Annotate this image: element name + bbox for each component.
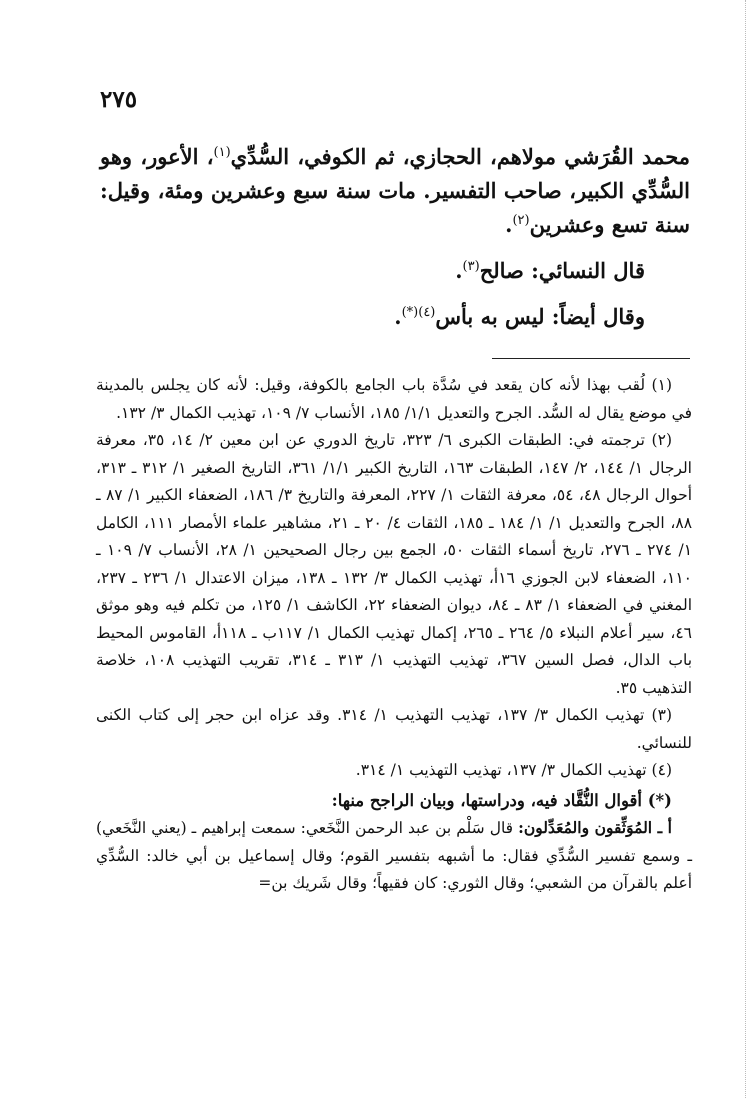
main-paragraph-1-end: .: [505, 212, 513, 237]
section-a: [96, 814, 692, 898]
footnote-ref-3[interactable]: (٣): [462, 259, 480, 274]
footnotes: [96, 372, 692, 898]
footnote-2: (٢) ترجمته في: الطبقات الكبرى ٦/ ٣٢٣، تاريخ الدوري عن ابن معين ٢/ ١٤، ٣٥، معرفة الرجال ١/ ١٤٤، ٢/ ١٤٧، الطبقات ١٦٣، التاريخ الكبير ١/١/ ٣٦١، التاريخ الصغير ١/ ٣١٢ ـ ٣١٣، أحوال الرجال ٤٨، ٥٤، معرفة الثقات ١/ ٢٢٧، المعرفة والتاريخ ٣/ ١٨٦، الضعفاء الكبير ١/ ٨٧ ـ ٨٨، الجرح والتعديل ١/ ١/ ١٨٤ ـ ١٨٥، الثقات ٤/ ٢٠ ـ ٢١، مشاهير علماء الأمصار ١١١، الكامل ١/ ٢٧٤ ـ ٢٧٦، تاريخ أسماء الثقات ٥٠، الجمع بين رجال الصحيحين ١/ ٢٨، الأنساب ٧/ ١٠٩ ـ ١١٠، الضعفاء لابن الجوزي ١٦أ، تهذيب الكمال ٣/ ١٣٢ ـ ١٣٨، ميزان الاعتدال ١/ ٢٣٦ ـ ٢٣٧، المغني في الضعفاء ١/ ٨٣ ـ ٨٤، ديوان الضعفاء ٢٢، الكاشف ١/ ١٢٥، من تكلم فيه وهو موثق ٤٦، سير أعلام النبلاء ٥/ ٢٦٤ ـ ٢٦٥، إكمال تهذيب الكمال ١/ ١١٧ب ـ ١١٨أ، القاموس المحيط باب الدال، فصل السين ٣٦٧، تهذيب التهذيب ١/ ٣١٣ ـ ٣١٤، تقريب التهذيب ١٠٨، خلاصة التذهيب ٣٥.: [96, 431, 693, 697]
footnote-separator: [492, 358, 690, 359]
page-number: ٢٧٥: [100, 86, 138, 113]
scan-edge: [745, 0, 746, 1098]
footnote-1: (١) لُقب بهذا لأنه كان يقعد في سُدَّة باب الجامع بالكوفة، وقيل: لأنه كان يجلس بالمدينة في موضع يقال له السُّد. الجرح والتعديل ١/١/ ١٨٥، الأنساب ٧/ ١٠٩، تهذيب الكمال ٣/ ١٣٢.: [96, 376, 692, 422]
main-paragraph-2: [100, 254, 690, 288]
main-paragraph-1: [100, 140, 690, 242]
footnote-ref-4-star[interactable]: (٤)(*): [401, 305, 436, 320]
main-paragraph-3-text: وقال أيضاً: ليس به بأس: [435, 304, 645, 329]
footnote-4: (٤) تهذيب الكمال ٣/ ١٣٧، تهذيب التهذيب ١/ ٣١٤.: [355, 761, 672, 779]
section-a-text: قال سَلْم بن عبد الرحمن النَّخَعي: سمعت إبراهيم ـ (يعني النَّخَعي) ـ وسمع تفسير السُّدِّي فقال: ما أشبهه بتفسير القوم؛ وقال إسماعيل بن أبي خالد: السُّدِّي أعلم بالقرآن من الشعبي؛ وقال الثوري: كان فقيهاً؛ وقال شَريك بن=: [96, 819, 692, 892]
main-paragraph-1-part1: محمد القُرَشي مولاهم، الحجازي، ثم الكوفي، السُّدِّي: [230, 144, 691, 169]
main-paragraph-2-text: قال النسائي: صالح: [479, 258, 645, 283]
main-text: [100, 140, 690, 334]
main-paragraph-3: [100, 300, 690, 334]
main-paragraph-2-end: .: [455, 258, 463, 283]
footnote-ref-2[interactable]: (٢): [512, 213, 530, 228]
footnote-3: (٣) تهذيب الكمال ٣/ ١٣٧، تهذيب التهذيب ١/ ٣١٤. وقد عزاه ابن حجر إلى كتاب الكنى للنسائي.: [96, 706, 692, 752]
section-a-label: أ ـ المُوَثِّقون والمُعَدِّلون:: [518, 818, 672, 837]
star-note-heading: (*) أقوال النُّقَّاد فيه، ودراستها، وبيان الراجح منها:: [331, 790, 672, 810]
main-paragraph-1-part2: ، الأعور، وهو السُّدِّي الكبير، صاحب التفسير. مات سنة سبع وعشرين ومئة، وقيل: سنة تسع وعشرين: [100, 144, 690, 237]
main-paragraph-3-end: .: [394, 304, 402, 329]
footnote-ref-1[interactable]: (١): [213, 145, 231, 160]
